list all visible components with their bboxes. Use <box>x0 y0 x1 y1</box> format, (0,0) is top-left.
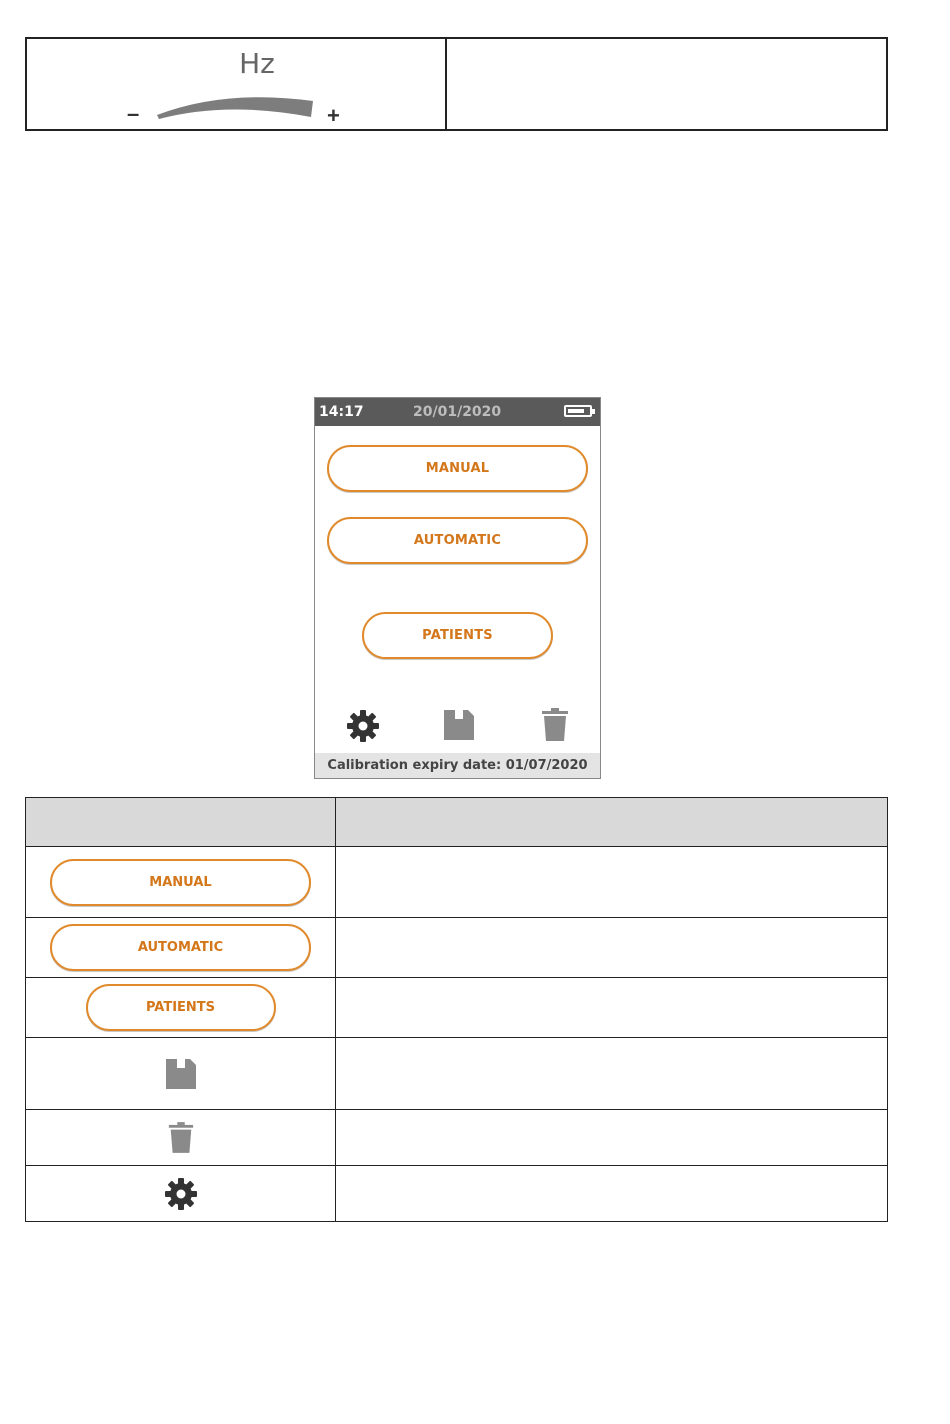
trash-icon <box>167 1121 195 1155</box>
table-header-row <box>26 798 888 847</box>
save-icon[interactable] <box>442 708 476 742</box>
save-icon <box>164 1057 198 1091</box>
frequency-description-cell <box>447 39 886 129</box>
header-cell-description <box>336 798 888 847</box>
status-date: 20/01/2020 <box>413 404 502 420</box>
hz-label: Hz <box>239 47 275 80</box>
calibration-expiry: Calibration expiry date: 01/07/2020 <box>315 753 600 778</box>
table-row <box>26 1110 888 1166</box>
description-cell <box>336 918 888 978</box>
minus-label: – <box>127 101 140 126</box>
description-cell <box>336 1038 888 1110</box>
header-cell-icon <box>26 798 336 847</box>
frequency-arc-icon <box>155 89 320 121</box>
table-row <box>26 918 888 978</box>
manual-button-sample: MANUAL <box>50 859 311 906</box>
manual-button[interactable]: MANUAL <box>327 445 588 492</box>
table-row <box>26 847 888 918</box>
device-screen <box>314 397 601 779</box>
battery-icon <box>564 405 592 417</box>
description-cell <box>336 1110 888 1166</box>
frequency-table <box>25 37 888 131</box>
description-cell <box>336 847 888 918</box>
legend-table <box>25 797 888 1222</box>
table-row <box>26 978 888 1038</box>
status-bar <box>315 398 600 426</box>
gear-icon[interactable] <box>345 708 381 744</box>
table-row <box>26 1166 888 1222</box>
description-cell <box>336 978 888 1038</box>
automatic-button-sample: AUTOMATIC <box>50 924 311 971</box>
table-row <box>26 1038 888 1110</box>
frequency-cell <box>27 39 447 129</box>
gear-icon <box>163 1176 199 1212</box>
patients-button[interactable]: PATIENTS <box>362 612 553 659</box>
status-time: 14:17 <box>319 404 364 420</box>
automatic-button[interactable]: AUTOMATIC <box>327 517 588 564</box>
trash-icon[interactable] <box>540 708 570 742</box>
description-cell <box>336 1166 888 1222</box>
patients-button-sample: PATIENTS <box>86 984 276 1031</box>
plus-label: + <box>327 103 340 128</box>
